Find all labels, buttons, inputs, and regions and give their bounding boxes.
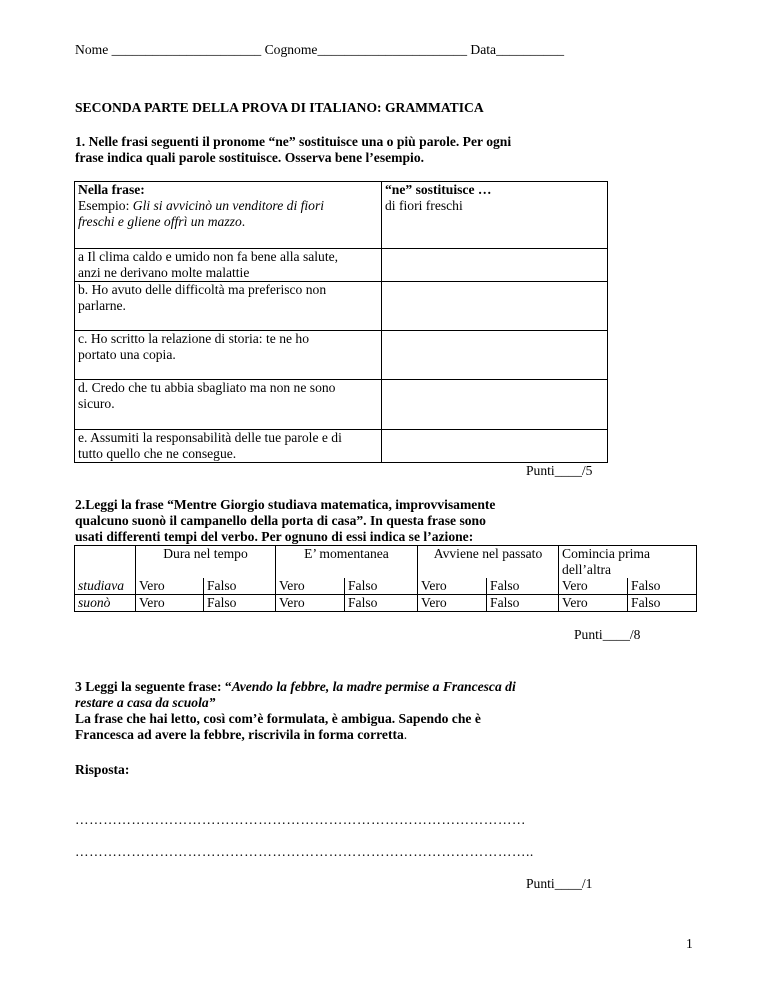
sentence-a-line1: a Il clima caldo e umido non fa bene alla salute, [78, 249, 339, 264]
option-falso[interactable]: Falso [204, 578, 276, 595]
answer-cell-b[interactable] [382, 282, 608, 331]
sentence-e-line2: tutto quello che ne consegue. [78, 446, 237, 461]
data-label: Data [470, 42, 497, 57]
q2-score: Punti____/8 [574, 627, 641, 642]
cognome-field[interactable]: ______________________ [317, 42, 467, 57]
answer-cell-a[interactable] [382, 249, 608, 282]
option-vero[interactable]: Vero [136, 578, 204, 595]
example-text-1: Gli si avvicinò un venditore di fiori [132, 198, 325, 213]
q3-prefix: 3 Leggi la seguente frase: “ [75, 679, 232, 694]
answer-cell-e[interactable] [382, 430, 608, 463]
q3-instruction-line4-text: Francesca ad avere la febbre, riscrivila in forma corretta [75, 727, 404, 742]
answer-cell-d[interactable] [382, 380, 608, 430]
option-vero[interactable]: Vero [276, 595, 345, 612]
nome-label: Nome [75, 42, 109, 57]
q2-instruction-line1: 2.Leggi la frase “Mentre Giorgio studiava matematica, improvvisamente [75, 497, 496, 512]
q3-instruction-line1 [75, 679, 516, 695]
q3-sentence-part1: Avendo la febbre, la madre permise a Francesca di [231, 679, 516, 694]
table-row [75, 249, 608, 282]
example-text-2: freschi e gliene offrì un mazzo [78, 214, 242, 229]
answer-label: Risposta: [75, 762, 130, 777]
col1-header: Nella frase: [78, 182, 145, 197]
q2-instruction-line3: usati differenti tempi del verbo. Per ognuno di essi indica se l’azione: [75, 529, 474, 544]
q2-table [74, 545, 697, 612]
option-falso[interactable]: Falso [487, 595, 559, 612]
option-falso[interactable]: Falso [628, 595, 697, 612]
student-info-line [75, 42, 564, 58]
page-number: 1 [686, 936, 693, 951]
example-answer: di fiori freschi [385, 198, 463, 213]
option-falso[interactable]: Falso [345, 595, 418, 612]
page-title: SECONDA PARTE DELLA PROVA DI ITALIANO: GRAMMATICA [75, 100, 484, 115]
option-vero[interactable]: Vero [276, 578, 345, 595]
answer-line-2[interactable]: …………………………………………………………………………………….. [75, 844, 534, 859]
q1-score: Punti____/5 [526, 463, 593, 478]
q1-table [74, 181, 608, 463]
sentence-b-line1: b. Ho avuto delle difficoltà ma preferisco non [78, 282, 327, 297]
sentence-b-line2: parlarne. [78, 298, 126, 313]
header-comincia: Comincia prima dell’altra [559, 546, 697, 579]
option-vero[interactable]: Vero [559, 578, 628, 595]
q3-instruction-line4 [75, 727, 407, 743]
q3-instruction-line4-end: . [403, 727, 408, 742]
option-vero[interactable]: Vero [136, 595, 204, 612]
table-row [75, 331, 608, 380]
example-answer-cell [382, 182, 608, 249]
sentence-e-line1: e. Assumiti la responsabilità delle tue parole e di [78, 430, 342, 445]
q1-instruction-line2: frase indica quali parole sostituisce. Osserva bene l’esempio. [75, 150, 425, 165]
option-falso[interactable]: Falso [487, 578, 559, 595]
col2-header: “ne” sostituisce … [385, 182, 492, 197]
sentence-d-line2: sicuro. [78, 396, 115, 411]
sentence-a-line2: anzi ne derivano molte malattie [78, 265, 250, 280]
header-dura: Dura nel tempo [136, 546, 276, 579]
verb-suono: suonò [75, 595, 136, 612]
answer-line-1[interactable]: …………………………………………………………………………………… [75, 812, 526, 827]
table-row [75, 546, 697, 579]
option-falso[interactable]: Falso [204, 595, 276, 612]
sentence-cell-a [75, 249, 382, 282]
header-momentanea: E’ momentanea [276, 546, 418, 579]
table-row [75, 595, 697, 612]
option-vero[interactable]: Vero [559, 595, 628, 612]
table-row [75, 380, 608, 430]
sentence-c-line1: c. Ho scritto la relazione di storia: te ne ho [78, 331, 310, 346]
nome-field[interactable]: ______________________ [111, 42, 262, 57]
q2-instruction-line2: qualcuno suonò il campanello della porta di casa”. In questa frase sono [75, 513, 486, 528]
option-falso[interactable]: Falso [345, 578, 418, 595]
sentence-cell-e [75, 430, 382, 463]
table-row [75, 282, 608, 331]
sentence-cell-b [75, 282, 382, 331]
table-row [75, 430, 608, 463]
q3-instruction-line3: La frase che hai letto, così com’è formulata, è ambigua. Sapendo che è [75, 711, 481, 726]
option-falso[interactable]: Falso [628, 578, 697, 595]
sentence-cell-c [75, 331, 382, 380]
verb-studiava: studiava [75, 578, 136, 595]
cognome-label: Cognome [264, 42, 318, 57]
sentence-c-line2: portato una copia. [78, 347, 176, 362]
q3-score: Punti____/1 [526, 876, 593, 891]
answer-cell-c[interactable] [382, 331, 608, 380]
table-row [75, 578, 697, 595]
example-end: . [241, 214, 246, 229]
sentence-cell-d [75, 380, 382, 430]
option-vero[interactable]: Vero [418, 595, 487, 612]
example-prefix: Esempio: [78, 198, 133, 213]
q1-instruction-line1: 1. Nelle frasi seguenti il pronome “ne” sostituisce una o più parole. Per ogni [75, 134, 512, 149]
header-passato: Avviene nel passato [418, 546, 559, 579]
table-row [75, 182, 608, 249]
option-vero[interactable]: Vero [418, 578, 487, 595]
example-cell [75, 182, 382, 249]
sentence-d-line1: d. Credo che tu abbia sbagliato ma non ne sono [78, 380, 336, 395]
q3-sentence-part2: restare a casa da scuola” [75, 695, 216, 710]
data-field[interactable]: __________ [496, 42, 565, 57]
